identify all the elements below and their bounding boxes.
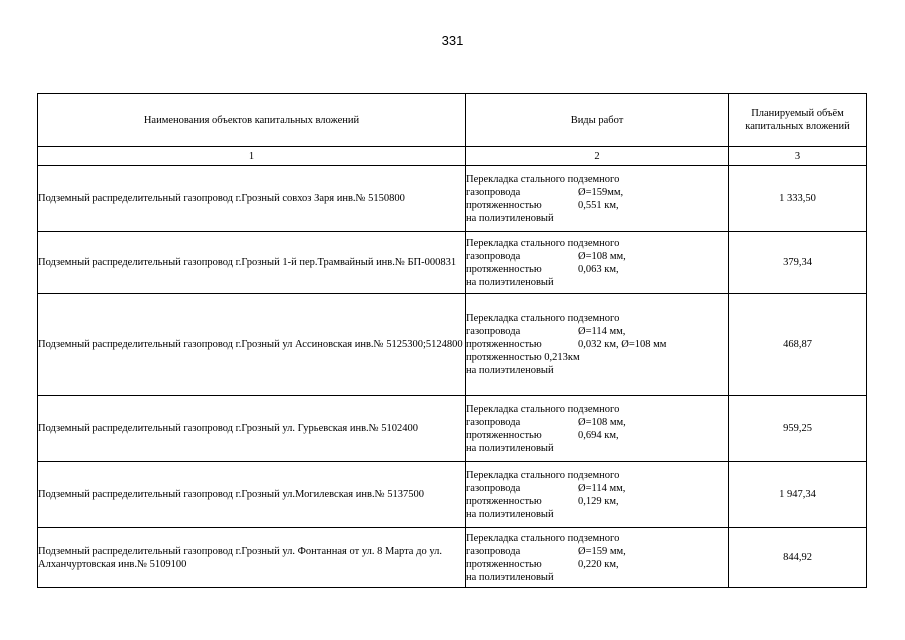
column-number: 1: [38, 147, 466, 166]
header-object-name: Наименования объектов капитальных вложений: [38, 94, 466, 147]
column-number: 3: [729, 147, 867, 166]
work-line-label: Перекладка стального подземного: [466, 173, 620, 185]
capital-investments-table: [37, 93, 867, 588]
column-number-row: [38, 147, 867, 166]
work-line: [466, 571, 728, 584]
work-line-label: протяженностью: [466, 495, 542, 507]
work-line-label: Перекладка стального подземного: [466, 403, 620, 415]
object-name-cell: Подземный распределительный газопровод г.Грозный ул Ассиновская инв.№ 5125300;5124800: [38, 294, 466, 396]
work-line: [466, 212, 728, 225]
work-line: [466, 532, 728, 545]
work-line: [466, 482, 728, 495]
work-line-label: Перекладка стального подземного: [466, 237, 620, 249]
table-row: [38, 462, 867, 528]
work-line-value: Ø=108 мм,: [578, 250, 626, 262]
work-line: [466, 338, 728, 351]
work-type-cell: [466, 166, 729, 232]
table-row: [38, 528, 867, 588]
work-line: [466, 545, 728, 558]
object-name-cell: Подземный распределительный газопровод г.Грозный 1-й пер.Трамвайный инв.№ БП-000831: [38, 232, 466, 294]
object-name-cell: Подземный распределительный газопровод г.Грозный ул.Могилевская инв.№ 5137500: [38, 462, 466, 528]
work-line: [466, 508, 728, 521]
work-type-cell: [466, 294, 729, 396]
work-line: [466, 403, 728, 416]
work-line: [466, 186, 728, 199]
work-line: [466, 558, 728, 571]
planned-volume-cell: 379,34: [729, 232, 867, 294]
object-name-cell: Подземный распределительный газопровод г.Грозный ул. Фонтанная от ул. 8 Марта до ул. Алханчуртовская инв.№ 5109100: [38, 528, 466, 588]
table-row: [38, 396, 867, 462]
work-line-label: Перекладка стального подземного: [466, 313, 620, 324]
work-line-label: газопровода: [466, 416, 521, 428]
planned-volume-cell: 1 947,34: [729, 462, 867, 528]
work-line-label: на полиэтиленовый: [466, 212, 554, 224]
work-line: [466, 364, 728, 377]
planned-volume-cell: 468,87: [729, 294, 867, 396]
header-work-type: Виды работ: [466, 94, 729, 147]
object-name-cell: Подземный распределительный газопровод г.Грозный совхоз Заря инв.№ 5150800: [38, 166, 466, 232]
table-row: [38, 232, 867, 294]
work-line-label: протяженностью: [466, 339, 542, 350]
work-line-value: 0,220 км,: [578, 558, 619, 570]
work-line-label: протяженностью 0,213км: [466, 352, 580, 363]
work-line-value: Ø=114 мм,: [578, 482, 626, 494]
work-line: [466, 312, 728, 325]
table-row: [38, 294, 867, 396]
work-line-label: Перекладка стального подземного: [466, 532, 620, 544]
work-line-label: на полиэтиленовый: [466, 508, 554, 520]
page-number: 331: [441, 33, 464, 48]
work-type-cell: [466, 462, 729, 528]
planned-volume-cell: 959,25: [729, 396, 867, 462]
work-line-label: на полиэтиленовый: [466, 365, 554, 376]
work-line: [466, 495, 728, 508]
work-line: [466, 199, 728, 212]
work-line: [466, 263, 728, 276]
work-line-label: Перекладка стального подземного: [466, 469, 620, 481]
work-line-label: протяженностью: [466, 429, 542, 441]
work-type-cell: [466, 528, 729, 588]
table-header-row: [38, 94, 867, 147]
work-line: [466, 416, 728, 429]
planned-volume-cell: 844,92: [729, 528, 867, 588]
work-line: [466, 442, 728, 455]
work-line-value: Ø=114 мм,: [578, 326, 626, 337]
work-line: [466, 325, 728, 338]
work-line-value: 0,063 км,: [578, 263, 619, 275]
work-line-label: на полиэтиленовый: [466, 571, 554, 583]
work-line: [466, 173, 728, 186]
work-line-label: газопровода: [466, 186, 521, 198]
work-line-label: газопровода: [466, 250, 521, 262]
table-row: [38, 166, 867, 232]
work-line-label: газопровода: [466, 482, 521, 494]
work-line-value: 0,551 км,: [578, 199, 619, 211]
work-line-label: на полиэтиленовый: [466, 276, 554, 288]
work-line-label: газопровода: [466, 545, 521, 557]
object-name-cell: Подземный распределительный газопровод г.Грозный ул. Гурьевская инв.№ 5102400: [38, 396, 466, 462]
work-line-value: 0,129 км,: [578, 495, 619, 507]
work-line: [466, 250, 728, 263]
work-line: [466, 351, 728, 364]
planned-volume-cell: 1 333,50: [729, 166, 867, 232]
work-line: [466, 237, 728, 250]
work-line: [466, 276, 728, 289]
work-line-label: газопровода: [466, 326, 521, 337]
work-line-value: Ø=108 мм,: [578, 416, 626, 428]
work-line: [466, 469, 728, 482]
work-line-label: протяженностью: [466, 263, 542, 275]
work-line-value: Ø=159 мм,: [578, 545, 626, 557]
work-line-value: 0,032 км, Ø=108 мм: [578, 339, 667, 350]
work-type-cell: [466, 396, 729, 462]
work-line-label: на полиэтиленовый: [466, 442, 554, 454]
work-line: [466, 429, 728, 442]
column-number: 2: [466, 147, 729, 166]
work-line-value: 0,694 км,: [578, 429, 619, 441]
work-line-value: Ø=159мм,: [578, 186, 624, 198]
work-type-cell: [466, 232, 729, 294]
header-planned-volume: Планируемый объём капитальных вложений: [729, 94, 867, 147]
work-line-label: протяженностью: [466, 199, 542, 211]
work-line-label: протяженностью: [466, 558, 542, 570]
